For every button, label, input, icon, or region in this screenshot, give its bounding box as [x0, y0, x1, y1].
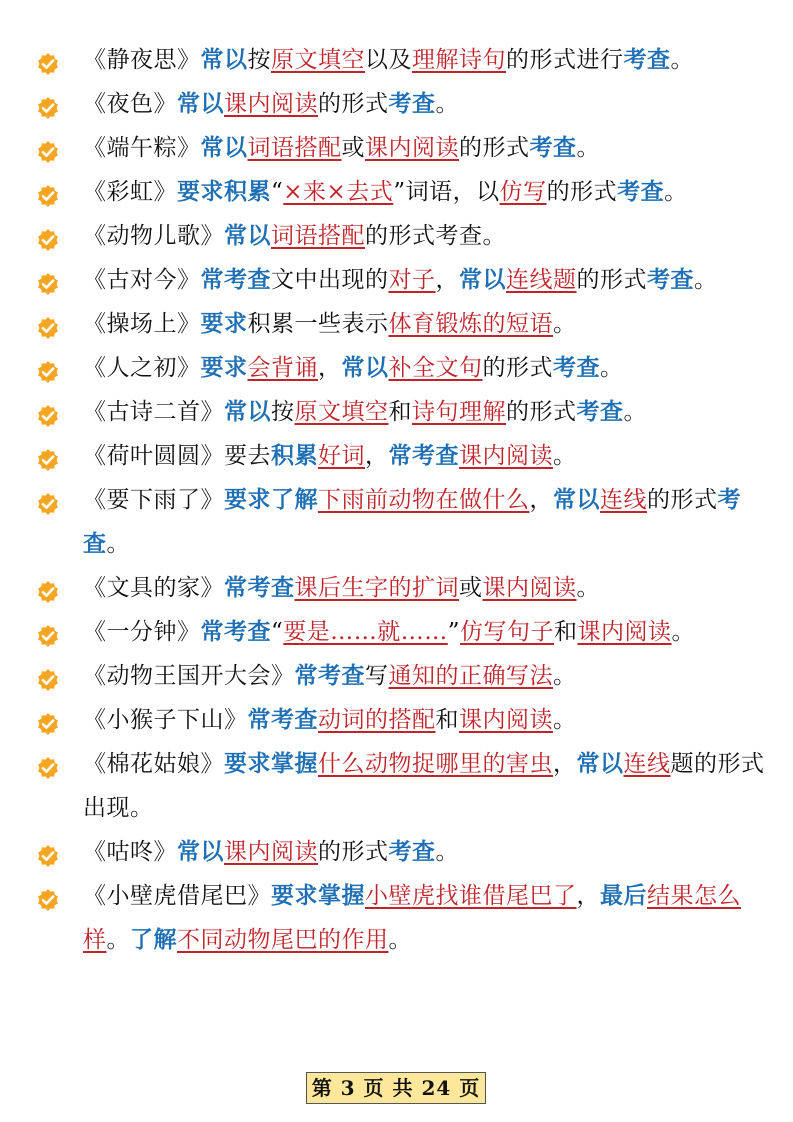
keyword-text: 考查 [83, 486, 741, 557]
highlight-text: 原文填空 [271, 47, 365, 73]
keyword-text: 考查 [388, 838, 436, 865]
highlight-text: 结果怎么样 [83, 883, 741, 953]
plain-text: 的形式 [506, 399, 577, 425]
item-text [83, 38, 767, 82]
keyword-text: 考查 [617, 178, 665, 205]
note-list [0, 38, 793, 962]
plain-text: 《小壁虎借尾巴》 [83, 883, 271, 909]
plain-text: 写 [365, 663, 389, 689]
item-text [83, 742, 767, 830]
check-badge-icon [36, 311, 60, 335]
plain-text: 。 [664, 179, 688, 205]
highlight-text: 好词 [318, 443, 365, 469]
highlight-text: 课内阅读 [365, 135, 459, 161]
item-text [83, 610, 767, 654]
highlight-text: 课内阅读 [224, 91, 318, 117]
plain-text: 。 [600, 355, 624, 381]
keyword-text: 常考查 [247, 706, 318, 733]
keyword-text: 最后 [600, 882, 647, 909]
highlight-text: 体育锻炼的短语 [388, 311, 553, 337]
keyword-text: 常考查 [294, 662, 365, 689]
item-text [83, 214, 767, 258]
plain-text: 按 [247, 47, 271, 73]
list-item [0, 170, 793, 214]
keyword-text: 考查 [576, 398, 624, 425]
plain-text: 《夜色》 [83, 91, 177, 117]
highlight-text: 动词的搭配 [318, 707, 436, 733]
keyword-text: 常以 [200, 134, 248, 161]
plain-text: 《彩虹》 [83, 179, 177, 205]
keyword-text: 常以 [224, 398, 271, 425]
keyword-text: 常以 [341, 354, 389, 381]
check-badge-icon [36, 751, 60, 775]
highlight-text: 小壁虎找谁借尾巴了 [365, 883, 577, 909]
plain-text: “ [271, 619, 284, 645]
highlight-text: 连线 [600, 487, 647, 513]
keyword-text: 要求掌握 [224, 750, 318, 777]
keyword-text: 考查 [529, 134, 577, 161]
plain-text: 《古诗二首》 [83, 399, 224, 425]
plain-text: 。 [106, 927, 130, 953]
keyword-text: 常考查 [388, 442, 459, 469]
plain-text: 。 [553, 311, 577, 337]
list-item [0, 566, 793, 610]
highlight-text: 通知的正确写法 [388, 663, 553, 689]
plain-text: 《静夜思》 [83, 47, 201, 73]
plain-text: 。 [671, 619, 696, 645]
plain-text: ， [365, 443, 389, 469]
item-text [83, 258, 767, 302]
plain-text: 。 [553, 443, 577, 469]
plain-text: 《动物儿歌》 [83, 223, 224, 249]
plain-text: 题的形式出现。 [83, 751, 765, 821]
highlight-text: 不同动物尾巴的作用 [177, 927, 389, 953]
item-text [83, 126, 767, 170]
item-text [83, 874, 767, 962]
plain-text: 。 [576, 575, 600, 601]
plain-text: 的形式 [318, 91, 389, 117]
plain-text: ， [529, 487, 553, 513]
check-badge-icon [36, 399, 60, 423]
check-badge-icon [36, 707, 60, 731]
highlight-text: 仿写 [499, 179, 547, 205]
plain-text: 按 [271, 399, 295, 425]
check-badge-icon [36, 883, 60, 907]
plain-text: ” [447, 619, 461, 645]
check-badge-icon [36, 223, 60, 247]
item-text [83, 478, 767, 566]
check-badge-icon [36, 575, 60, 599]
plain-text: 《人之初》 [83, 355, 201, 381]
plain-text: 。 [623, 399, 647, 425]
plain-text: 的形式 [459, 135, 530, 161]
highlight-text: 词语搭配 [247, 135, 342, 161]
plain-text: 《古对今》 [83, 267, 201, 293]
list-item [0, 126, 793, 170]
highlight-text: 下雨前动物在做什么 [318, 487, 530, 513]
plain-text: 。 [388, 927, 412, 953]
item-text [83, 434, 767, 478]
list-item [0, 742, 793, 830]
item-text [83, 390, 767, 434]
highlight-text: 连线 [623, 751, 671, 777]
list-item [0, 82, 793, 126]
plain-text: 以及 [365, 47, 412, 73]
plain-text: 和 [554, 619, 578, 645]
plain-text: 的形式 [482, 355, 553, 381]
list-item [0, 434, 793, 478]
keyword-text: 常以 [576, 750, 624, 777]
highlight-text: 会背诵 [247, 355, 318, 381]
list-item [0, 478, 793, 566]
plain-text: “ [271, 179, 284, 205]
check-badge-icon [36, 839, 60, 863]
highlight-text: 诗句理解 [412, 399, 506, 425]
keyword-text: 常以 [459, 266, 506, 293]
highlight-text: 课内阅读 [482, 575, 577, 601]
item-text [83, 566, 767, 610]
highlight-text: 课内阅读 [577, 619, 672, 645]
keyword-text: 常考查 [200, 618, 271, 645]
plain-text: 。 [694, 267, 718, 293]
highlight-text: ×来×去式 [283, 179, 394, 205]
plain-text: ， [435, 267, 459, 293]
plain-text: 和 [435, 707, 459, 733]
plain-text: ， [553, 751, 577, 777]
plain-text: 。 [106, 531, 130, 557]
list-item [0, 258, 793, 302]
plain-text: 的形式 [647, 487, 718, 513]
plain-text: 或 [459, 575, 483, 601]
list-item [0, 654, 793, 698]
keyword-text: 积累 [271, 442, 318, 469]
keyword-text: 常以 [553, 486, 600, 513]
plain-text: 《荷叶圆圆》要去 [83, 443, 271, 469]
highlight-text: 词语搭配 [271, 223, 365, 249]
check-badge-icon [36, 91, 60, 115]
keyword-text: 要求了解 [224, 486, 318, 513]
plain-text: ”词语，以 [393, 179, 500, 205]
check-badge-icon [36, 663, 60, 687]
plain-text: 或 [341, 135, 365, 161]
item-text [83, 346, 767, 390]
plain-text: 《端午粽》 [83, 135, 201, 161]
item-text [83, 82, 767, 126]
plain-text: 《操场上》 [83, 311, 201, 337]
keyword-text: 常以 [224, 222, 271, 249]
check-badge-icon [36, 135, 60, 159]
list-item [0, 346, 793, 390]
page-footer: 第 3 页 共 24 页 [306, 1072, 486, 1104]
plain-text: 《小猴子下山》 [83, 707, 248, 733]
plain-text: ， [576, 883, 600, 909]
plain-text: 《动物王国开大会》 [83, 663, 295, 689]
item-text [83, 698, 767, 742]
highlight-text: 课内阅读 [459, 443, 553, 469]
keyword-text: 常以 [200, 46, 248, 73]
keyword-text: 要求掌握 [271, 882, 365, 909]
highlight-text: 要是……就…… [283, 619, 448, 645]
keyword-text: 常以 [177, 90, 224, 117]
plain-text: 《要下雨了》 [83, 487, 224, 513]
plain-text: 的形式 [576, 267, 647, 293]
keyword-text: 要求 [200, 354, 248, 381]
plain-text: 和 [388, 399, 412, 425]
plain-text: 。 [435, 839, 459, 865]
keyword-text: 考查 [553, 354, 600, 381]
check-badge-icon [36, 47, 60, 71]
plain-text: 。 [435, 91, 459, 117]
keyword-text: 要求 [200, 310, 248, 337]
highlight-text: 什么动物捉哪里的害虫 [318, 751, 553, 777]
plain-text: 。 [576, 135, 600, 161]
list-item [0, 874, 793, 962]
item-text [83, 654, 767, 698]
check-badge-icon [36, 487, 60, 511]
plain-text: 的形式 [546, 179, 618, 205]
highlight-text: 补全文句 [388, 355, 483, 381]
plain-text: 。 [553, 663, 577, 689]
plain-text: 。 [670, 47, 694, 73]
list-item [0, 38, 793, 82]
highlight-text: 课内阅读 [459, 707, 553, 733]
item-text [83, 830, 767, 874]
keyword-text: 考查 [647, 266, 694, 293]
plain-text: 《棉花姑娘》 [83, 751, 224, 777]
highlight-text: 对子 [388, 267, 436, 293]
highlight-text: 课后生字的扩词 [294, 575, 459, 601]
keyword-text: 考查 [388, 90, 436, 117]
keyword-text: 常考查 [200, 266, 271, 293]
highlight-text: 课内阅读 [224, 839, 318, 865]
plain-text: 的形式 [318, 839, 389, 865]
plain-text: 。 [553, 707, 577, 733]
plain-text: 《文具的家》 [83, 575, 224, 601]
highlight-text: 原文填空 [294, 399, 389, 425]
keyword-text: 考查 [623, 46, 671, 73]
list-item [0, 214, 793, 258]
plain-text: 的形式进行 [506, 47, 624, 73]
check-badge-icon [36, 267, 60, 291]
check-badge-icon [36, 443, 60, 467]
check-badge-icon [36, 355, 60, 379]
check-badge-icon [36, 179, 60, 203]
keyword-text: 常考查 [224, 574, 295, 601]
plain-text: ， [318, 355, 342, 381]
plain-text: 积累一些表示 [247, 311, 389, 337]
plain-text: 文中出现的 [271, 267, 389, 293]
keyword-text: 了解 [130, 926, 177, 953]
item-text [83, 302, 767, 346]
highlight-text: 理解诗句 [412, 47, 506, 73]
plain-text: 《一分钟》 [83, 619, 201, 645]
highlight-text: 连线题 [506, 267, 577, 293]
list-item [0, 302, 793, 346]
plain-text: 的形式考查。 [365, 223, 506, 249]
item-text [83, 170, 767, 214]
list-item [0, 610, 793, 654]
keyword-text: 常以 [177, 838, 224, 865]
list-item [0, 390, 793, 434]
highlight-text: 仿写句子 [460, 619, 555, 645]
list-item [0, 830, 793, 874]
list-item [0, 698, 793, 742]
keyword-text: 要求积累 [177, 178, 271, 205]
check-badge-icon [36, 619, 60, 643]
plain-text: 《咕咚》 [83, 839, 177, 865]
